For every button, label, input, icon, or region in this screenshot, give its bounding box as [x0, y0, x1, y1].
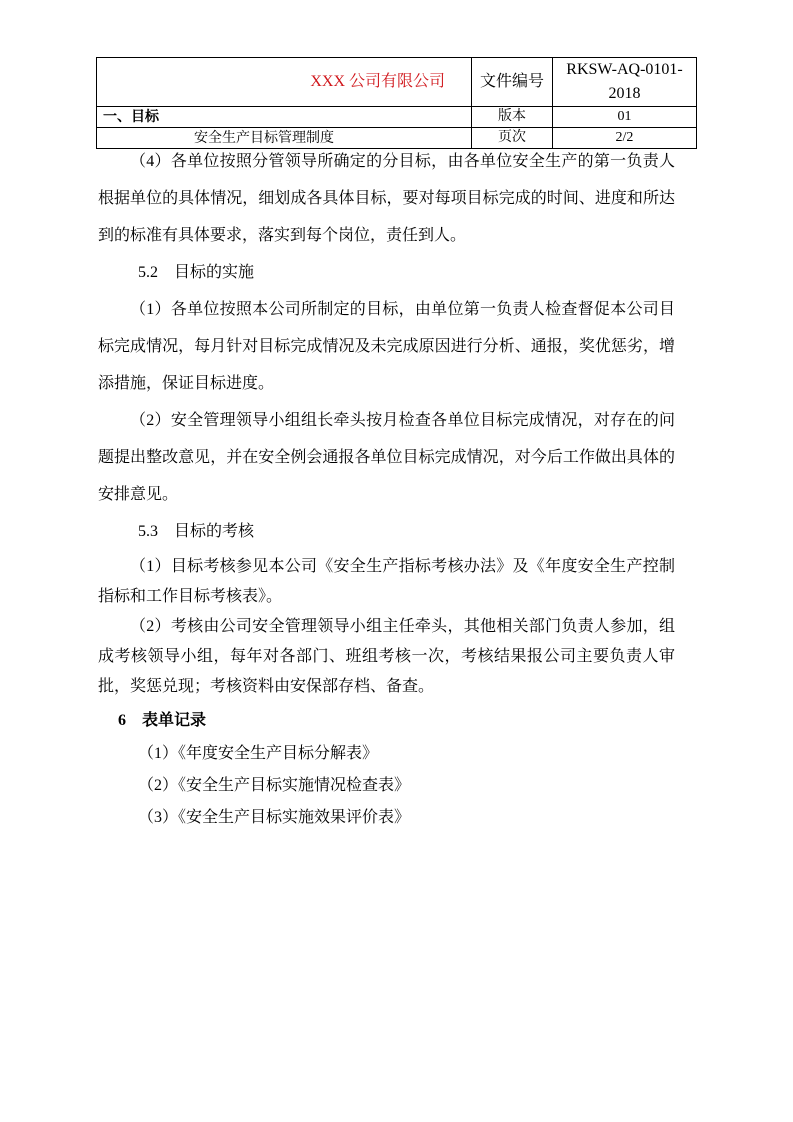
section-5-2-paragraph-1: （1）各单位按照本公司所制定的目标，由单位第一负责人检查督促本公司目标完成情况，每月针对目标完成情况及未完成原因进行分析、通报，奖优惩劣，增添措施，保证目标进度。 — [98, 301, 675, 392]
paragraph-4: （4）各单位按照分管领导所确定的分目标，由各单位安全生产的第一负责人根据单位的具体情况，细划成各具体目标，要对每项目标完成的时间、进度和所达到的标准有具体要求，落实到每个岗位，责任到人。 — [98, 153, 675, 244]
section-5-2-paragraph-2: （2）安全管理领导小组组长牵头按月检查各单位目标完成情况，对存在的问题提出整改意见，并在安全例会通报各单位目标完成情况，对今后工作做出具体的安排意见。 — [98, 412, 675, 503]
forms-list — [98, 738, 675, 834]
form-item: （2）《安全生产目标实施情况检查表》 — [138, 777, 411, 794]
form-item: （3）《安全生产目标实施效果评价表》 — [138, 809, 411, 826]
file-no-label: 文件编号 — [472, 58, 553, 107]
section-5-3-heading: 5.3 目标的考核 — [138, 523, 255, 540]
section-5-2-heading: 5.2 目标的实施 — [138, 264, 255, 281]
version-value: 01 — [553, 107, 697, 128]
form-item: （1）《年度安全生产目标分解表》 — [138, 745, 379, 762]
file-no-value: RKSW-AQ-0101-2018 — [553, 58, 697, 107]
section-5-3-paragraph-2: （2）考核由公司安全管理领导小组主任牵头，其他相关部门负责人参加，组成考核领导小组，每年对各部门、班组考核一次，考核结果报公司主要负责人审批，奖惩兑现；考核资料由安保部存档、备查。 — [98, 618, 675, 695]
section-5-3-paragraph-1: （1）目标考核参见本公司《安全生产指标考核办法》及《年度安全生产控制指标和工作目标考核表》。 — [98, 558, 675, 605]
document-title: 安全生产目标管理制度 — [97, 128, 472, 149]
company-name: XXX 公司有限公司 — [97, 58, 472, 107]
version-label: 版本 — [472, 107, 553, 128]
page-value: 2/2 — [553, 128, 697, 149]
document-body — [98, 143, 675, 834]
section-6-heading: 6 表单记录 — [118, 712, 207, 729]
document-header-table — [96, 57, 697, 149]
page-label: 页次 — [472, 128, 553, 149]
section-title: 一、目标 — [97, 107, 472, 128]
